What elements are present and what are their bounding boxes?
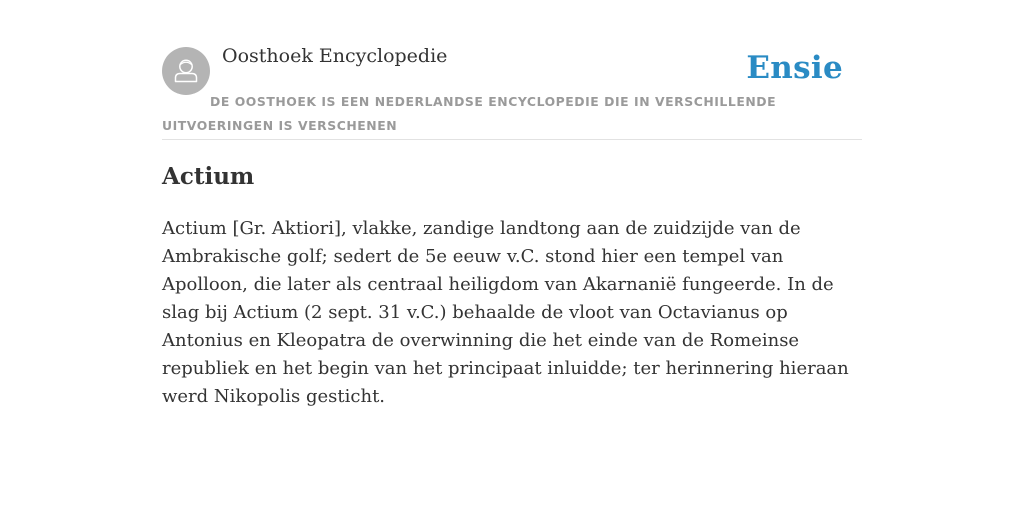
page-container <box>162 0 862 407</box>
article-body: Actium [Gr. Aktiori], vlakke, zandige landtong aan de zuidzijde van de Ambrakische golf; sedert de 5e eeuw v.C. stond hier een tempel van Apolloon, die later als centraal heiligdom van Akarnanië fungeerde. In de slag bij Actium (2 sept. 31 v.C.) behaalde de vloot van Octavianus op Antonius en Kleopatra de overwinning die het einde van de Romeinse republiek en het begin van het principaat inluidde; ter herinnering hieraan werd Nikopolis gesticht. <box>162 218 849 407</box>
author-avatar[interactable] <box>162 47 210 95</box>
site-tagline: DE OOSTHOEK IS EEN NEDERLANDSE ENCYCLOPEDIE DIE IN VERSCHILLENDE UITVOERINGEN IS VERSCHENEN <box>162 94 777 133</box>
page-header <box>162 0 862 140</box>
user-icon <box>162 47 210 95</box>
article-title: Actium <box>162 163 255 190</box>
site-title-link[interactable]: Oosthoek Encyclopedie <box>222 45 448 67</box>
brand-logo-link[interactable]: Ensie <box>746 50 843 86</box>
